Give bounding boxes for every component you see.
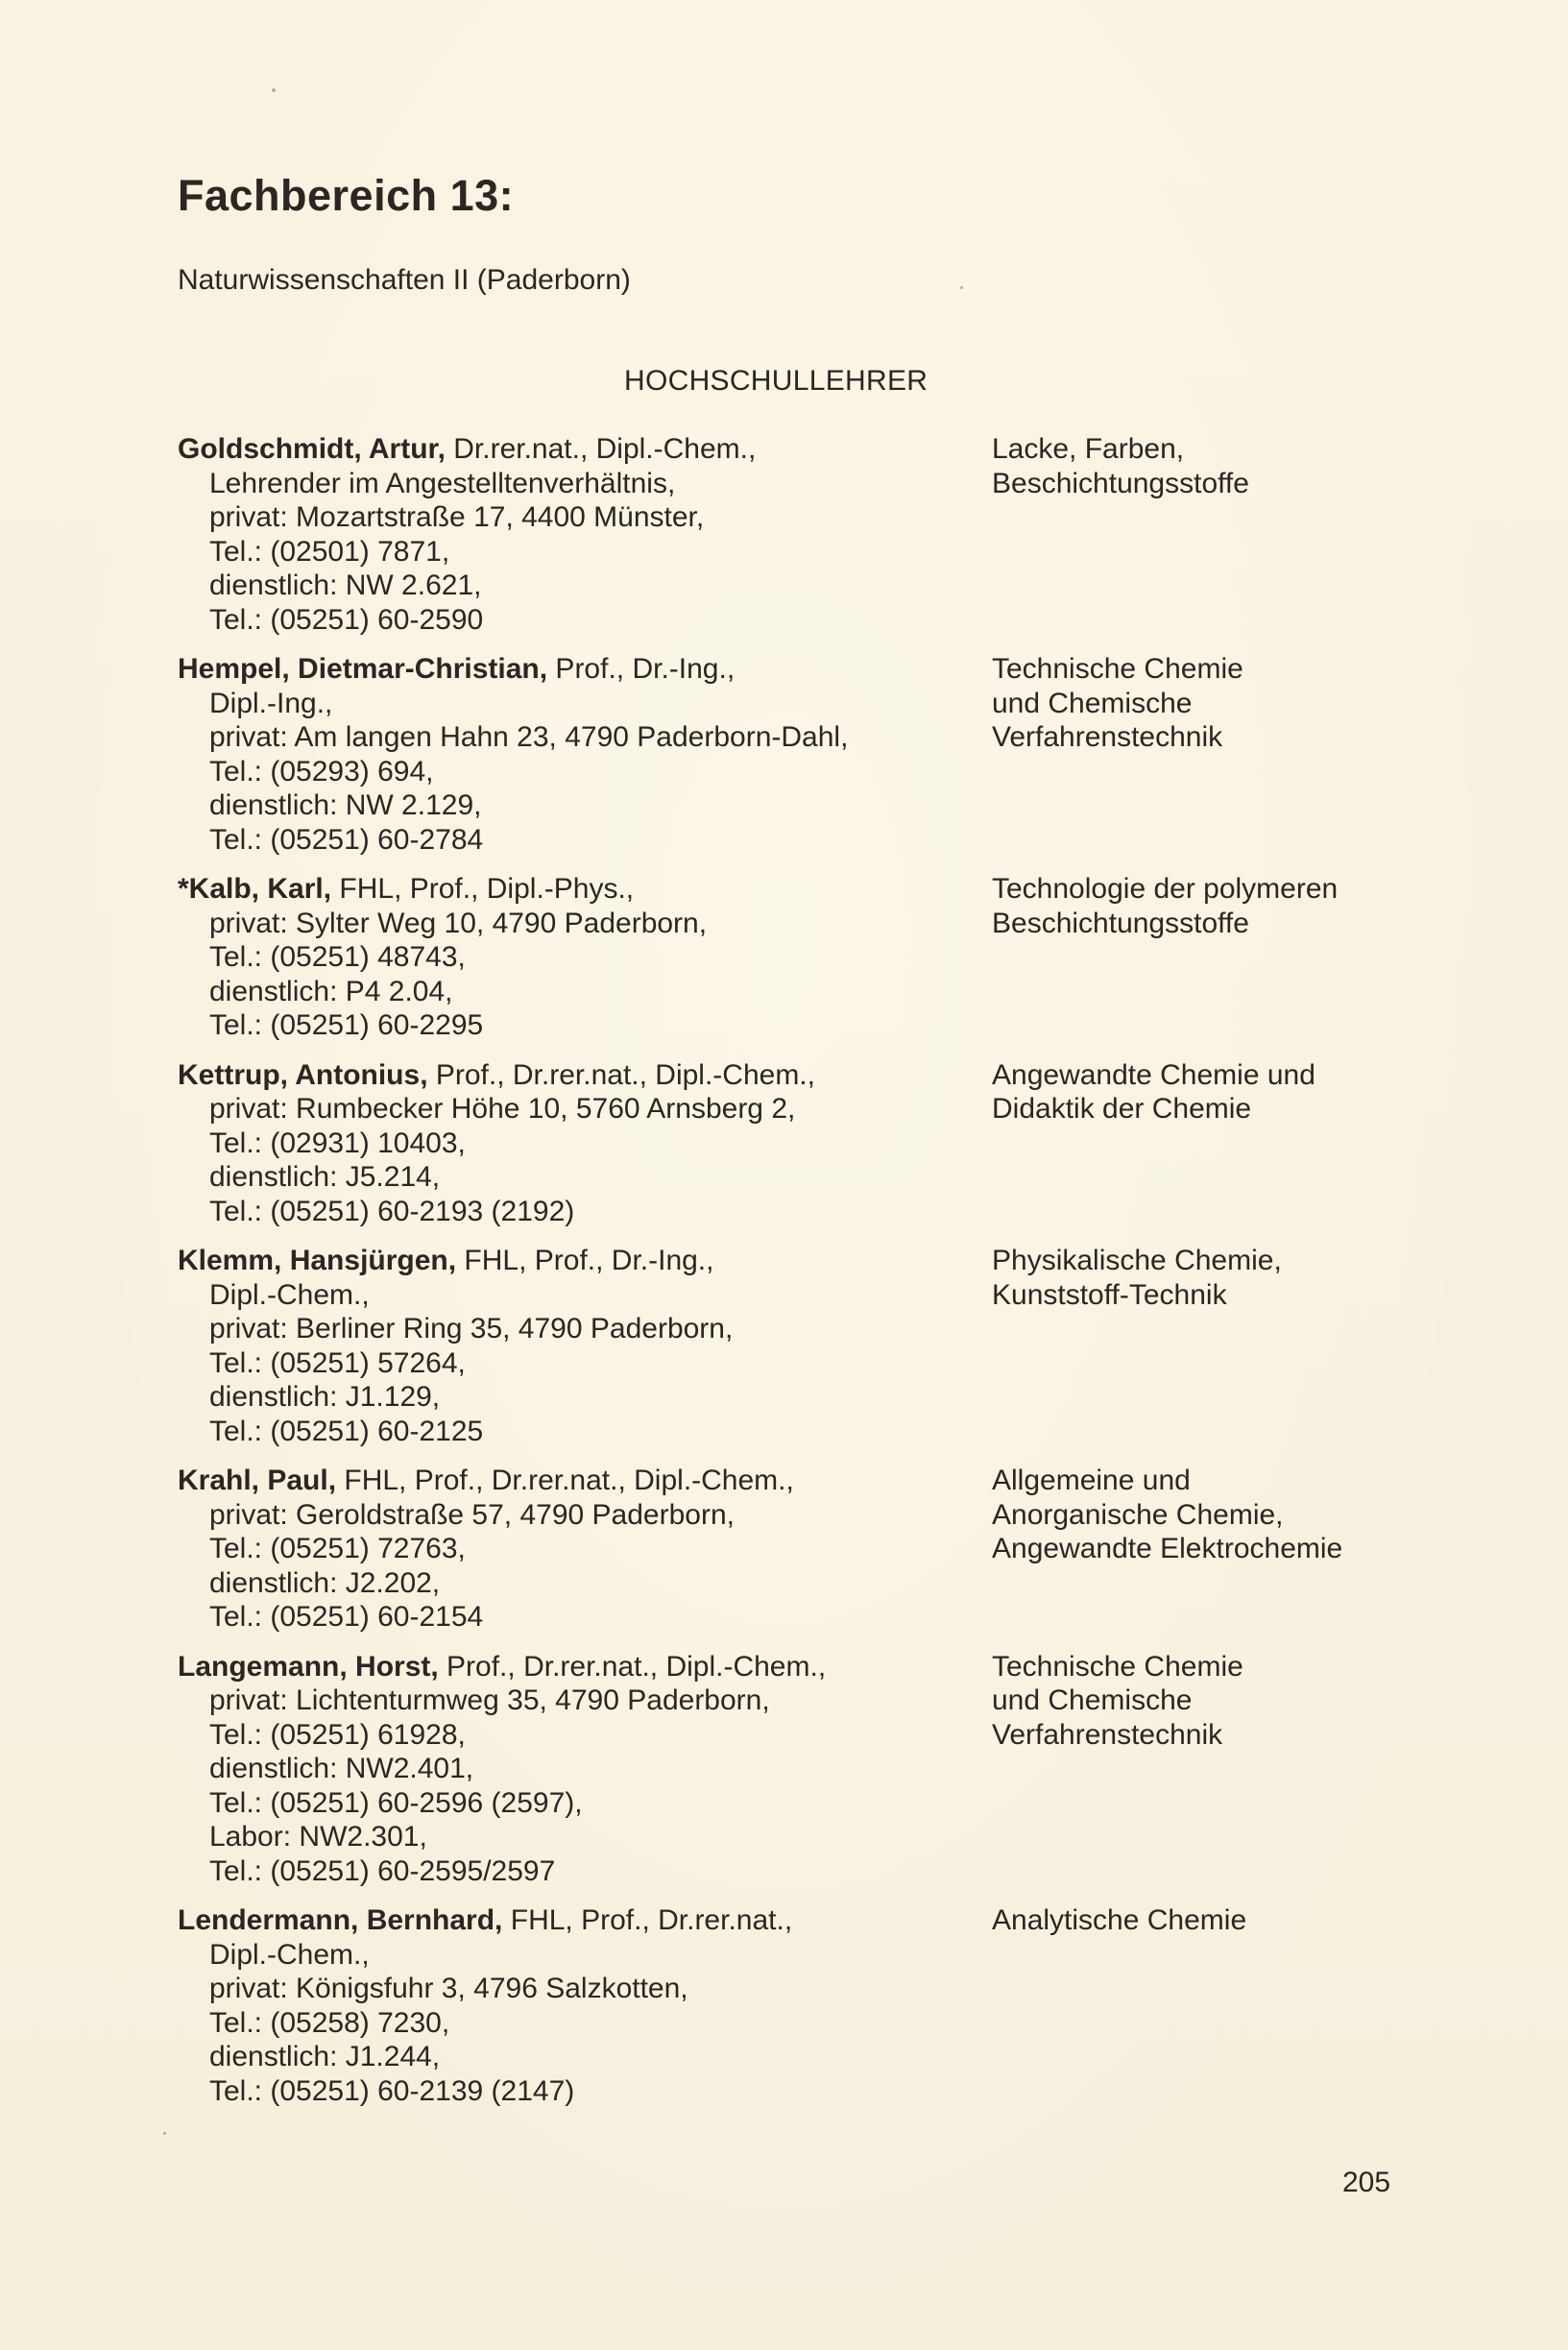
faculty-detail-line: Tel.: (05251) 60-2590 bbox=[209, 603, 484, 636]
faculty-first-line bbox=[178, 1464, 984, 1498]
faculty-subjects bbox=[992, 1244, 1434, 1312]
faculty-detail-line: Tel.: (05251) 60-2125 bbox=[209, 1415, 484, 1447]
faculty-detail-line: privat: Sylter Weg 10, 4790 Paderborn, bbox=[209, 907, 708, 939]
faculty-detail-line: Dipl.-Ing., bbox=[209, 687, 333, 719]
faculty-detail-line: Tel.: (05251) 57264, bbox=[209, 1346, 466, 1379]
print-speck bbox=[272, 88, 276, 92]
faculty-details bbox=[178, 1244, 984, 1448]
faculty-list bbox=[178, 432, 1426, 2123]
subject-line: Verfahrenstechnik bbox=[992, 721, 1223, 753]
subject-line: Angewandte Chemie und bbox=[992, 1058, 1315, 1091]
subject-line: und Chemische bbox=[992, 687, 1193, 719]
faculty-detail-line: Labor: NW2.301, bbox=[209, 1821, 427, 1853]
faculty-entry bbox=[178, 432, 1426, 637]
subject-line: Beschichtungsstoffe bbox=[992, 907, 1249, 939]
page-title: Fachbereich 13: bbox=[178, 171, 515, 220]
faculty-subjects bbox=[992, 432, 1434, 500]
subject-line: Physikalische Chemie, bbox=[992, 1245, 1282, 1276]
faculty-titles: FHL, Prof., Dr.rer.nat., Dipl.-Chem., bbox=[336, 1465, 794, 1496]
faculty-subjects bbox=[992, 1464, 1434, 1566]
subject-line: und Chemische bbox=[992, 1684, 1193, 1716]
faculty-detail-line: Tel.: (05251) 60-2595/2597 bbox=[209, 1854, 556, 1887]
faculty-titles: FHL, Prof., Dr.-Ing., bbox=[456, 1245, 714, 1276]
faculty-first-line bbox=[178, 1058, 984, 1093]
faculty-detail-line: Tel.: (05251) 72763, bbox=[209, 1533, 466, 1564]
faculty-detail-line: Tel.: (05251) 60-2784 bbox=[209, 823, 484, 856]
faculty-detail-line: dienstlich: NW2.401, bbox=[209, 1753, 474, 1784]
faculty-detail-line: Tel.: (05251) 61928, bbox=[209, 1718, 466, 1751]
faculty-detail-line: Dipl.-Chem., bbox=[209, 1278, 370, 1311]
subject-line: Technische Chemie bbox=[992, 1650, 1243, 1683]
faculty-detail-line: privat: Mozartstraße 17, 4400 Münster, bbox=[209, 501, 705, 533]
faculty-first-line bbox=[178, 432, 984, 467]
faculty-detail-line: dienstlich: J2.202, bbox=[209, 1566, 441, 1599]
faculty-name: Langemann, Horst, bbox=[178, 1650, 439, 1683]
faculty-first-line bbox=[178, 1903, 984, 1938]
faculty-detail-line: privat: Berliner Ring 35, 4790 Paderborn, bbox=[209, 1313, 734, 1345]
faculty-detail-line: dienstlich: NW 2.129, bbox=[209, 789, 482, 821]
faculty-detail-line: Tel.: (05293) 694, bbox=[209, 755, 434, 787]
faculty-name: Hempel, Dietmar-Christian, bbox=[178, 653, 548, 685]
faculty-details bbox=[178, 1903, 984, 2108]
subject-line: Kunststoff-Technik bbox=[992, 1278, 1227, 1311]
faculty-detail-line: Tel.: (05251) 60-2596 (2597), bbox=[209, 1786, 583, 1819]
faculty-detail-line: privat: Lichtenturmweg 35, 4790 Paderborn, bbox=[209, 1684, 770, 1716]
faculty-subjects bbox=[992, 652, 1434, 755]
faculty-detail-line: privat: Rumbecker Höhe 10, 5760 Arnsberg 2, bbox=[209, 1093, 796, 1125]
faculty-entry bbox=[178, 1058, 1426, 1229]
faculty-entry bbox=[178, 1903, 1426, 2108]
subject-line: Analytische Chemie bbox=[992, 1904, 1247, 1936]
faculty-name: Kettrup, Antonius, bbox=[178, 1058, 428, 1091]
faculty-titles: Dr.rer.nat., Dipl.-Chem., bbox=[445, 433, 757, 465]
faculty-detail-line: Dipl.-Chem., bbox=[209, 1938, 370, 1971]
subject-line: Technologie der polymeren bbox=[992, 873, 1339, 905]
faculty-subjects bbox=[992, 1903, 1434, 1938]
faculty-entry bbox=[178, 652, 1426, 857]
faculty-subjects bbox=[992, 872, 1434, 940]
faculty-details bbox=[178, 1650, 984, 1889]
faculty-details bbox=[178, 432, 984, 637]
faculty-name: Lendermann, Bernhard, bbox=[178, 1904, 503, 1936]
subject-line: Angewandte Elektrochemie bbox=[992, 1533, 1343, 1564]
faculty-detail-line: privat: Am langen Hahn 23, 4790 Paderborn-Dahl, bbox=[209, 721, 849, 753]
faculty-details bbox=[178, 1464, 984, 1635]
print-speck bbox=[163, 2132, 166, 2135]
faculty-subjects bbox=[992, 1650, 1434, 1753]
section-heading: HOCHSCHULLEHRER bbox=[624, 365, 929, 397]
faculty-entry bbox=[178, 872, 1426, 1043]
faculty-titles: Prof., Dr.rer.nat., Dipl.-Chem., bbox=[427, 1058, 815, 1091]
faculty-titles: Prof., Dr.-Ing., bbox=[547, 653, 736, 685]
subject-line: Beschichtungsstoffe bbox=[992, 467, 1249, 499]
faculty-detail-line: Tel.: (05251) 60-2193 (2192) bbox=[209, 1195, 575, 1227]
page-number: 205 bbox=[1342, 2167, 1391, 2198]
subject-line: Lacke, Farben, bbox=[992, 433, 1185, 465]
faculty-detail-line: dienstlich: J1.129, bbox=[209, 1381, 441, 1413]
faculty-subjects bbox=[992, 1058, 1434, 1127]
faculty-details bbox=[178, 872, 984, 1043]
subject-line: Technische Chemie bbox=[992, 653, 1243, 685]
faculty-titles: Prof., Dr.rer.nat., Dipl.-Chem., bbox=[438, 1650, 827, 1683]
faculty-first-line bbox=[178, 1650, 984, 1684]
faculty-detail-line: Lehrender im Angestelltenverhältnis, bbox=[209, 467, 676, 499]
subject-line: Allgemeine und bbox=[992, 1465, 1191, 1496]
subject-line: Didaktik der Chemie bbox=[992, 1093, 1252, 1125]
subject-line: Anorganische Chemie, bbox=[992, 1498, 1284, 1531]
faculty-name: *Kalb, Karl, bbox=[178, 873, 332, 905]
faculty-entry bbox=[178, 1650, 1426, 1889]
faculty-detail-line: Tel.: (05251) 60-2154 bbox=[209, 1601, 484, 1633]
faculty-name: Klemm, Hansjürgen, bbox=[178, 1245, 457, 1276]
faculty-detail-line: dienstlich: J5.214, bbox=[209, 1161, 441, 1193]
faculty-name: Goldschmidt, Artur, bbox=[178, 433, 446, 465]
print-speck bbox=[960, 286, 963, 289]
faculty-first-line bbox=[178, 652, 984, 687]
faculty-detail-line: Tel.: (02501) 7871, bbox=[209, 535, 450, 568]
faculty-name: Krahl, Paul, bbox=[178, 1465, 337, 1496]
faculty-detail-line: privat: Geroldstraße 57, 4790 Paderborn, bbox=[209, 1498, 735, 1531]
subject-line: Verfahrenstechnik bbox=[992, 1718, 1223, 1751]
faculty-detail-line: Tel.: (05251) 60-2139 (2147) bbox=[209, 2074, 575, 2107]
faculty-detail-line: Tel.: (05258) 7230, bbox=[209, 2006, 450, 2039]
faculty-first-line bbox=[178, 872, 984, 907]
faculty-detail-line: dienstlich: J1.244, bbox=[209, 2041, 441, 2072]
faculty-detail-line: Tel.: (05251) 48743, bbox=[209, 941, 466, 973]
faculty-detail-line: dienstlich: NW 2.621, bbox=[209, 569, 482, 601]
faculty-titles: FHL, Prof., Dr.rer.nat., bbox=[502, 1904, 793, 1936]
faculty-entry bbox=[178, 1464, 1426, 1635]
faculty-detail-line: Tel.: (02931) 10403, bbox=[209, 1127, 466, 1159]
faculty-detail-line: dienstlich: P4 2.04, bbox=[209, 975, 453, 1007]
faculty-detail-line: privat: Königsfuhr 3, 4796 Salzkotten, bbox=[209, 1973, 688, 2004]
faculty-first-line bbox=[178, 1244, 984, 1278]
faculty-details bbox=[178, 652, 984, 857]
faculty-titles: FHL, Prof., Dipl.-Phys., bbox=[331, 873, 635, 905]
faculty-detail-line: Tel.: (05251) 60-2295 bbox=[209, 1009, 484, 1041]
faculty-details bbox=[178, 1058, 984, 1229]
page-subtitle: Naturwissenschaften II (Paderborn) bbox=[178, 264, 631, 296]
faculty-entry bbox=[178, 1244, 1426, 1448]
